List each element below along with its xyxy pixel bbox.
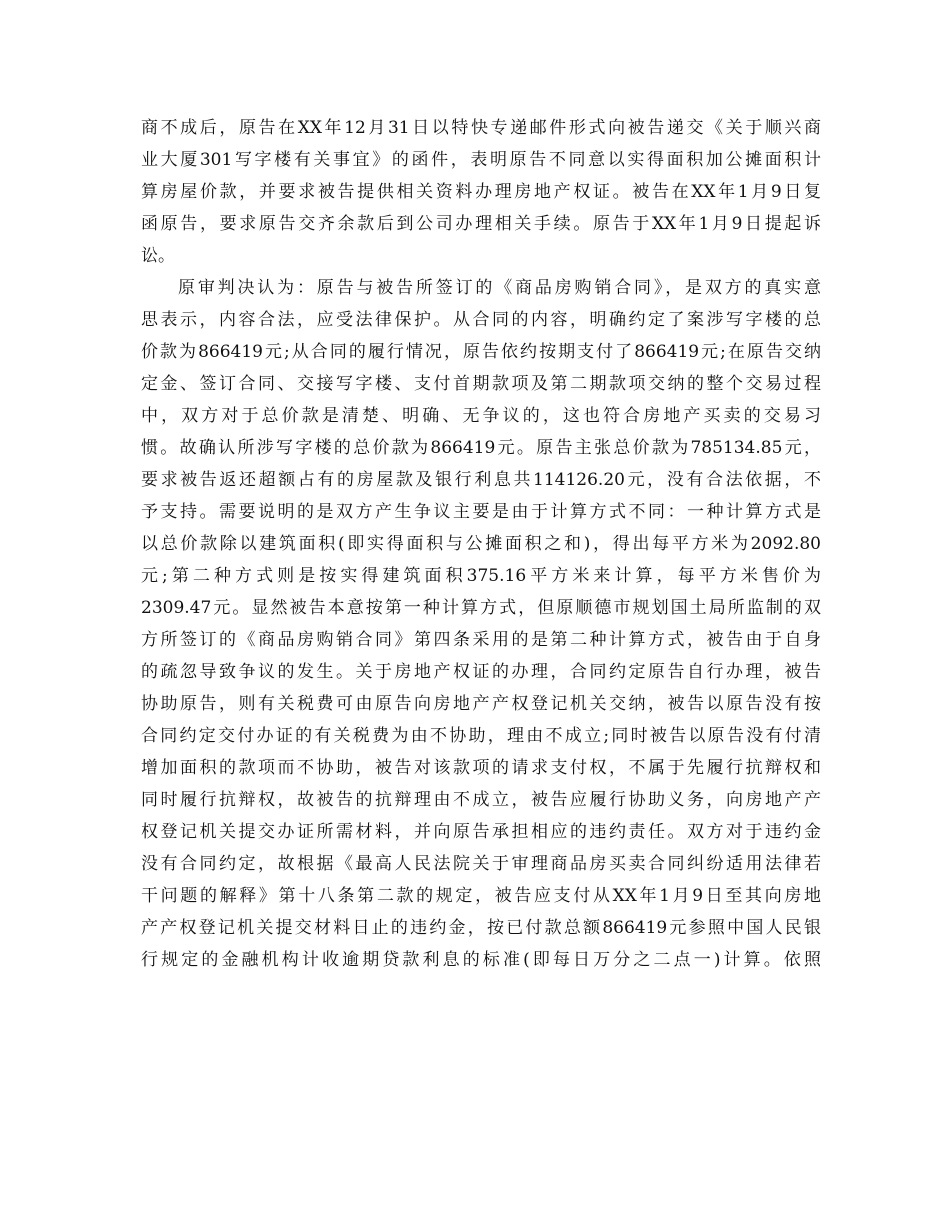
text-line: 元;第二种方式则是按实得建筑面积375.16平方米来计算，每平方米售价为 <box>141 566 821 586</box>
text-line: 增加面积的款项而不协助，被告对该款项的请求支付权，不属于先履行抗辩权和 <box>141 758 821 778</box>
text-line: 讼。 <box>141 246 175 266</box>
text-line: 产产权登记机关提交材料日止的违约金，按已付款总额866419元参照中国人民银 <box>141 918 821 938</box>
text-line: 要求被告返还超额占有的房屋款及银行利息共114126.20元，没有合法依据，不 <box>141 470 821 490</box>
text-line: 定金、签订合同、交接写字楼、支付首期款项及第二期款项交纳的整个交易过程 <box>141 374 821 394</box>
text-line: 中，双方对于总价款是清楚、明确、无争议的，这也符合房地产买卖的交易习 <box>141 406 821 426</box>
text-line: 算房屋价款，并要求被告提供相关资料办理房地产权证。被告在XX年1月9日复 <box>141 182 821 202</box>
text-line: 没有合同约定，故根据《最高人民法院关于审理商品房买卖合同纠纷适用法律若 <box>141 854 821 874</box>
text-line: 惯。故确认所涉写字楼的总价款为866419元。原告主张总价款为785134.85元， <box>141 438 821 458</box>
text-line: 2309.47元。显然被告本意按第一种计算方式，但原顺德市规划国土局所监制的双 <box>141 598 821 618</box>
body-text <box>141 112 821 976</box>
text-line: 方所签订的《商品房购销合同》第四条采用的是第二种计算方式，被告由于自身 <box>141 630 821 650</box>
text-line: 商不成后，原告在XX年12月31日以特快专递邮件形式向被告递交《关于顺兴商 <box>141 118 821 138</box>
text-line: 原审判决认为：原告与被告所签订的《商品房购销合同》，是双方的真实意 <box>178 278 821 298</box>
text-line: 业大厦301写字楼有关事宜》的函件，表明原告不同意以实得面积加公摊面积计 <box>141 150 821 170</box>
text-line: 予支持。需要说明的是双方产生争议主要是由于计算方式不同：一种计算方式是 <box>141 502 821 522</box>
text-line: 价款为866419元;从合同的履行情况，原告依约按期支付了866419元;在原告交纳 <box>141 342 821 362</box>
text-line: 协助原告，则有关税费可由原告向房地产产权登记机关交纳，被告以原告没有按 <box>141 694 821 714</box>
text-line: 干问题的解释》第十八条第二款的规定，被告应支付从XX年1月9日至其向房地 <box>141 886 821 906</box>
text-line: 思表示，内容合法，应受法律保护。从合同的内容，明确约定了案涉写字楼的总 <box>141 310 821 330</box>
text-line: 行规定的金融机构计收逾期贷款利息的标准(即每日万分之二点一)计算。依照 <box>141 950 821 970</box>
text-line: 的疏忽导致争议的发生。关于房地产权证的办理，合同约定原告自行办理，被告 <box>141 662 821 682</box>
text-line: 合同约定交付办证的有关税费为由不协助，理由不成立;同时被告以原告没有付清 <box>141 726 821 746</box>
text-line: 函原告，要求原告交齐余款后到公司办理相关手续。原告于XX年1月9日提起诉 <box>141 214 821 234</box>
text-line: 以总价款除以建筑面积(即实得面积与公摊面积之和)，得出每平方米为2092.80 <box>141 534 821 554</box>
text-line: 权登记机关提交办证所需材料，并向原告承担相应的违约责任。双方对于违约金 <box>141 822 821 842</box>
text-line: 同时履行抗辩权，故被告的抗辩理由不成立，被告应履行协助义务，向房地产产 <box>141 790 821 810</box>
